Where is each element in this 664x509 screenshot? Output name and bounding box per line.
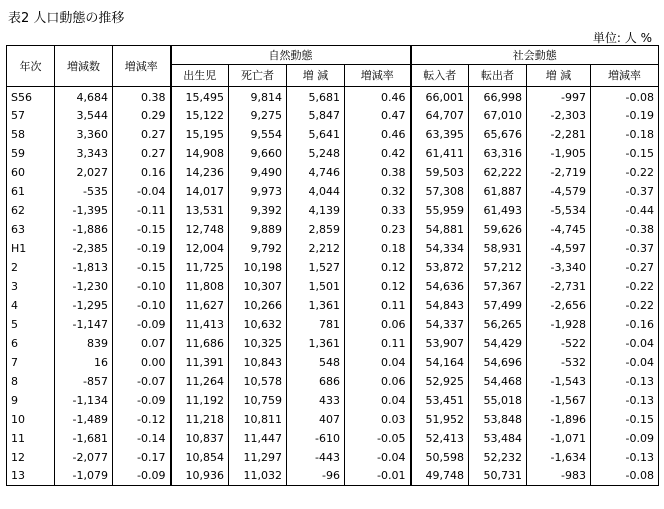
cell-death: 10,578: [229, 372, 287, 391]
cell-natural-increase: 4,139: [287, 201, 345, 220]
table-row: [7, 296, 659, 315]
cell-in-migration: 53,451: [411, 391, 469, 410]
cell-social-increase: -2,731: [527, 277, 591, 296]
cell-social-rate: -0.04: [591, 334, 659, 353]
cell-natural-rate: 0.47: [345, 106, 411, 125]
cell-in-migration: 54,636: [411, 277, 469, 296]
cell-death: 9,490: [229, 163, 287, 182]
cell-social-rate: -0.22: [591, 163, 659, 182]
cell-out-migration: 57,212: [469, 258, 527, 277]
cell-year: 2: [7, 258, 55, 277]
cell-social-increase: -4,745: [527, 220, 591, 239]
cell-year: 3: [7, 277, 55, 296]
cell-natural-increase: 2,212: [287, 239, 345, 258]
table-row: [7, 410, 659, 429]
cell-natural-rate: 0.23: [345, 220, 411, 239]
table-row: [7, 334, 659, 353]
cell-year: 57: [7, 106, 55, 125]
cell-natural-rate: 0.11: [345, 296, 411, 315]
cell-year: 11: [7, 429, 55, 448]
cell-natural-rate: 0.46: [345, 125, 411, 144]
cell-rate: 0.38: [113, 87, 171, 106]
cell-increase: -1,134: [55, 391, 113, 410]
cell-birth: 12,004: [171, 239, 229, 258]
cell-social-rate: -0.08: [591, 87, 659, 106]
cell-in-migration: 63,395: [411, 125, 469, 144]
cell-social-rate: -0.44: [591, 201, 659, 220]
cell-year: 59: [7, 144, 55, 163]
cell-social-increase: -1,567: [527, 391, 591, 410]
cell-out-migration: 53,484: [469, 429, 527, 448]
cell-year: 58: [7, 125, 55, 144]
cell-social-increase: -3,340: [527, 258, 591, 277]
cell-natural-rate: 0.03: [345, 410, 411, 429]
header-social-increase: 増 減: [527, 65, 591, 87]
cell-in-migration: 53,872: [411, 258, 469, 277]
cell-social-increase: -997: [527, 87, 591, 106]
header-natural-increase: 増 減: [287, 65, 345, 87]
cell-social-rate: -0.13: [591, 372, 659, 391]
cell-birth: 11,725: [171, 258, 229, 277]
table-row: [7, 391, 659, 410]
cell-natural-rate: 0.32: [345, 182, 411, 201]
cell-social-increase: -4,579: [527, 182, 591, 201]
cell-in-migration: 57,308: [411, 182, 469, 201]
cell-social-increase: -2,719: [527, 163, 591, 182]
cell-birth: 14,017: [171, 182, 229, 201]
table-row: [7, 144, 659, 163]
cell-out-migration: 54,468: [469, 372, 527, 391]
cell-natural-rate: 0.46: [345, 87, 411, 106]
cell-natural-increase: 5,641: [287, 125, 345, 144]
cell-out-migration: 52,232: [469, 448, 527, 467]
cell-increase: -1,813: [55, 258, 113, 277]
table-row: [7, 125, 659, 144]
cell-death: 10,843: [229, 353, 287, 372]
cell-increase: -1,295: [55, 296, 113, 315]
cell-rate: -0.14: [113, 429, 171, 448]
table-row: [7, 201, 659, 220]
header-birth: 出生児: [171, 65, 229, 87]
unit-label: 単位: 人 %: [592, 31, 652, 45]
cell-death: 10,198: [229, 258, 287, 277]
cell-rate: -0.15: [113, 258, 171, 277]
cell-out-migration: 65,676: [469, 125, 527, 144]
cell-increase: -1,079: [55, 467, 113, 486]
cell-social-rate: -0.09: [591, 429, 659, 448]
cell-in-migration: 52,925: [411, 372, 469, 391]
cell-natural-increase: 4,746: [287, 163, 345, 182]
cell-social-increase: -1,543: [527, 372, 591, 391]
cell-natural-rate: 0.06: [345, 372, 411, 391]
cell-out-migration: 58,931: [469, 239, 527, 258]
cell-natural-increase: 1,361: [287, 296, 345, 315]
cell-social-increase: -1,928: [527, 315, 591, 334]
cell-in-migration: 55,959: [411, 201, 469, 220]
cell-year: 5: [7, 315, 55, 334]
cell-birth: 12,748: [171, 220, 229, 239]
cell-death: 9,889: [229, 220, 287, 239]
header-natural-rate: 増減率: [345, 65, 411, 87]
cell-out-migration: 54,696: [469, 353, 527, 372]
cell-birth: 15,495: [171, 87, 229, 106]
table-row: [7, 182, 659, 201]
cell-birth: 15,122: [171, 106, 229, 125]
cell-social-rate: -0.04: [591, 353, 659, 372]
cell-year: 13: [7, 467, 55, 486]
cell-social-increase: -1,896: [527, 410, 591, 429]
cell-increase: -1,395: [55, 201, 113, 220]
cell-birth: 11,391: [171, 353, 229, 372]
cell-year: 61: [7, 182, 55, 201]
header-in-migration: 転入者: [411, 65, 469, 87]
table-row: [7, 239, 659, 258]
cell-social-increase: -1,905: [527, 144, 591, 163]
cell-birth: 13,531: [171, 201, 229, 220]
cell-year: 7: [7, 353, 55, 372]
cell-social-rate: -0.22: [591, 296, 659, 315]
cell-death: 9,660: [229, 144, 287, 163]
cell-social-increase: -2,281: [527, 125, 591, 144]
cell-in-migration: 52,413: [411, 429, 469, 448]
cell-social-rate: -0.15: [591, 144, 659, 163]
cell-increase: 3,343: [55, 144, 113, 163]
cell-year: 12: [7, 448, 55, 467]
cell-natural-increase: 5,248: [287, 144, 345, 163]
cell-social-rate: -0.38: [591, 220, 659, 239]
cell-increase: -857: [55, 372, 113, 391]
cell-out-migration: 56,265: [469, 315, 527, 334]
cell-natural-increase: 1,501: [287, 277, 345, 296]
cell-social-rate: -0.16: [591, 315, 659, 334]
cell-social-rate: -0.37: [591, 239, 659, 258]
table-row: [7, 353, 659, 372]
cell-increase: -1,147: [55, 315, 113, 334]
cell-social-rate: -0.37: [591, 182, 659, 201]
cell-out-migration: 61,493: [469, 201, 527, 220]
cell-in-migration: 54,881: [411, 220, 469, 239]
cell-death: 10,632: [229, 315, 287, 334]
cell-in-migration: 64,707: [411, 106, 469, 125]
cell-natural-rate: 0.12: [345, 258, 411, 277]
cell-out-migration: 53,848: [469, 410, 527, 429]
cell-social-rate: -0.19: [591, 106, 659, 125]
cell-natural-increase: 548: [287, 353, 345, 372]
cell-death: 11,447: [229, 429, 287, 448]
cell-increase: -2,385: [55, 239, 113, 258]
cell-birth: 11,264: [171, 372, 229, 391]
table-row: [7, 448, 659, 467]
cell-social-increase: -1,071: [527, 429, 591, 448]
cell-rate: -0.09: [113, 315, 171, 334]
cell-rate: -0.10: [113, 296, 171, 315]
table-row: [7, 277, 659, 296]
cell-natural-rate: -0.05: [345, 429, 411, 448]
cell-year: 6: [7, 334, 55, 353]
cell-increase: 4,684: [55, 87, 113, 106]
table-row: [7, 163, 659, 182]
header-social-group: 社会動態: [411, 46, 659, 65]
cell-out-migration: 59,626: [469, 220, 527, 239]
cell-death: 9,554: [229, 125, 287, 144]
cell-in-migration: 66,001: [411, 87, 469, 106]
cell-death: 9,275: [229, 106, 287, 125]
cell-natural-increase: 1,527: [287, 258, 345, 277]
cell-natural-increase: -443: [287, 448, 345, 467]
cell-in-migration: 61,411: [411, 144, 469, 163]
cell-natural-increase: -610: [287, 429, 345, 448]
cell-increase: 16: [55, 353, 113, 372]
cell-rate: -0.17: [113, 448, 171, 467]
cell-in-migration: 54,843: [411, 296, 469, 315]
cell-increase: -1,886: [55, 220, 113, 239]
cell-natural-rate: 0.11: [345, 334, 411, 353]
cell-social-increase: -4,597: [527, 239, 591, 258]
cell-social-increase: -2,656: [527, 296, 591, 315]
cell-social-rate: -0.22: [591, 277, 659, 296]
cell-year: 9: [7, 391, 55, 410]
table-row: [7, 372, 659, 391]
cell-rate: 0.27: [113, 144, 171, 163]
cell-year: 63: [7, 220, 55, 239]
header-death: 死亡者: [229, 65, 287, 87]
cell-social-rate: -0.18: [591, 125, 659, 144]
cell-out-migration: 57,367: [469, 277, 527, 296]
cell-death: 9,792: [229, 239, 287, 258]
cell-natural-rate: -0.01: [345, 467, 411, 486]
cell-rate: -0.15: [113, 220, 171, 239]
cell-birth: 11,627: [171, 296, 229, 315]
table-row: [7, 467, 659, 486]
cell-rate: -0.11: [113, 201, 171, 220]
cell-natural-increase: 2,859: [287, 220, 345, 239]
cell-death: 11,032: [229, 467, 287, 486]
cell-out-migration: 55,018: [469, 391, 527, 410]
cell-natural-increase: 433: [287, 391, 345, 410]
cell-in-migration: 54,334: [411, 239, 469, 258]
cell-death: 10,307: [229, 277, 287, 296]
cell-rate: -0.09: [113, 467, 171, 486]
cell-birth: 14,908: [171, 144, 229, 163]
cell-social-increase: -532: [527, 353, 591, 372]
header-social-rate: 増減率: [591, 65, 659, 87]
cell-natural-rate: 0.04: [345, 391, 411, 410]
cell-natural-rate: -0.04: [345, 448, 411, 467]
cell-social-increase: -522: [527, 334, 591, 353]
cell-out-migration: 54,429: [469, 334, 527, 353]
cell-birth: 10,854: [171, 448, 229, 467]
cell-in-migration: 50,598: [411, 448, 469, 467]
cell-increase: -1,489: [55, 410, 113, 429]
cell-birth: 11,218: [171, 410, 229, 429]
cell-rate: -0.04: [113, 182, 171, 201]
cell-social-rate: -0.15: [591, 410, 659, 429]
cell-in-migration: 59,503: [411, 163, 469, 182]
cell-natural-rate: 0.06: [345, 315, 411, 334]
cell-birth: 11,808: [171, 277, 229, 296]
cell-social-increase: -2,303: [527, 106, 591, 125]
cell-natural-rate: 0.42: [345, 144, 411, 163]
table-row: [7, 106, 659, 125]
header-rate: 増減率: [113, 46, 171, 87]
page-title: 表2 人口動態の推移: [8, 11, 125, 26]
header-natural-group: 自然動態: [171, 46, 411, 65]
cell-in-migration: 54,337: [411, 315, 469, 334]
cell-increase: -2,077: [55, 448, 113, 467]
cell-birth: 15,195: [171, 125, 229, 144]
cell-increase: -1,230: [55, 277, 113, 296]
cell-rate: 0.27: [113, 125, 171, 144]
cell-natural-increase: 686: [287, 372, 345, 391]
cell-social-increase: -5,534: [527, 201, 591, 220]
population-table: [6, 45, 659, 486]
cell-natural-rate: 0.38: [345, 163, 411, 182]
cell-natural-increase: 5,681: [287, 87, 345, 106]
cell-social-rate: -0.13: [591, 391, 659, 410]
table-row: [7, 258, 659, 277]
cell-death: 10,759: [229, 391, 287, 410]
cell-birth: 11,413: [171, 315, 229, 334]
cell-death: 9,814: [229, 87, 287, 106]
cell-natural-rate: 0.33: [345, 201, 411, 220]
cell-death: 9,973: [229, 182, 287, 201]
cell-natural-increase: 1,361: [287, 334, 345, 353]
cell-increase: 839: [55, 334, 113, 353]
table-row: [7, 87, 659, 106]
cell-out-migration: 66,998: [469, 87, 527, 106]
cell-birth: 11,192: [171, 391, 229, 410]
cell-natural-increase: 781: [287, 315, 345, 334]
cell-birth: 14,236: [171, 163, 229, 182]
cell-rate: 0.16: [113, 163, 171, 182]
cell-in-migration: 51,952: [411, 410, 469, 429]
table-row: [7, 315, 659, 334]
cell-death: 9,392: [229, 201, 287, 220]
cell-out-migration: 61,887: [469, 182, 527, 201]
cell-increase: 3,360: [55, 125, 113, 144]
cell-out-migration: 57,499: [469, 296, 527, 315]
cell-death: 11,297: [229, 448, 287, 467]
cell-birth: 10,837: [171, 429, 229, 448]
cell-increase: -535: [55, 182, 113, 201]
cell-social-increase: -1,634: [527, 448, 591, 467]
cell-rate: 0.07: [113, 334, 171, 353]
cell-death: 10,811: [229, 410, 287, 429]
cell-rate: 0.00: [113, 353, 171, 372]
cell-increase: 3,544: [55, 106, 113, 125]
cell-natural-increase: -96: [287, 467, 345, 486]
cell-rate: -0.09: [113, 391, 171, 410]
cell-in-migration: 53,907: [411, 334, 469, 353]
cell-natural-rate: 0.18: [345, 239, 411, 258]
header-year: 年次: [7, 46, 55, 87]
cell-year: 8: [7, 372, 55, 391]
cell-rate: -0.19: [113, 239, 171, 258]
cell-in-migration: 54,164: [411, 353, 469, 372]
cell-rate: -0.10: [113, 277, 171, 296]
cell-birth: 11,686: [171, 334, 229, 353]
cell-birth: 10,936: [171, 467, 229, 486]
cell-increase: -1,681: [55, 429, 113, 448]
cell-natural-increase: 5,847: [287, 106, 345, 125]
cell-year: 62: [7, 201, 55, 220]
header-increase: 増減数: [55, 46, 113, 87]
cell-out-migration: 67,010: [469, 106, 527, 125]
cell-rate: -0.12: [113, 410, 171, 429]
cell-social-rate: -0.13: [591, 448, 659, 467]
cell-rate: -0.07: [113, 372, 171, 391]
cell-year: H1: [7, 239, 55, 258]
cell-year: 10: [7, 410, 55, 429]
cell-natural-increase: 4,044: [287, 182, 345, 201]
cell-natural-rate: 0.12: [345, 277, 411, 296]
cell-year: S56: [7, 87, 55, 106]
table-row: [7, 220, 659, 239]
cell-rate: 0.29: [113, 106, 171, 125]
cell-increase: 2,027: [55, 163, 113, 182]
cell-out-migration: 62,222: [469, 163, 527, 182]
cell-out-migration: 63,316: [469, 144, 527, 163]
cell-death: 10,325: [229, 334, 287, 353]
cell-death: 10,266: [229, 296, 287, 315]
cell-natural-rate: 0.04: [345, 353, 411, 372]
cell-out-migration: 50,731: [469, 467, 527, 486]
cell-year: 60: [7, 163, 55, 182]
cell-year: 4: [7, 296, 55, 315]
cell-social-increase: -983: [527, 467, 591, 486]
table-row: [7, 429, 659, 448]
cell-in-migration: 49,748: [411, 467, 469, 486]
header-out-migration: 転出者: [469, 65, 527, 87]
cell-social-rate: -0.27: [591, 258, 659, 277]
cell-natural-increase: 407: [287, 410, 345, 429]
cell-social-rate: -0.08: [591, 467, 659, 486]
